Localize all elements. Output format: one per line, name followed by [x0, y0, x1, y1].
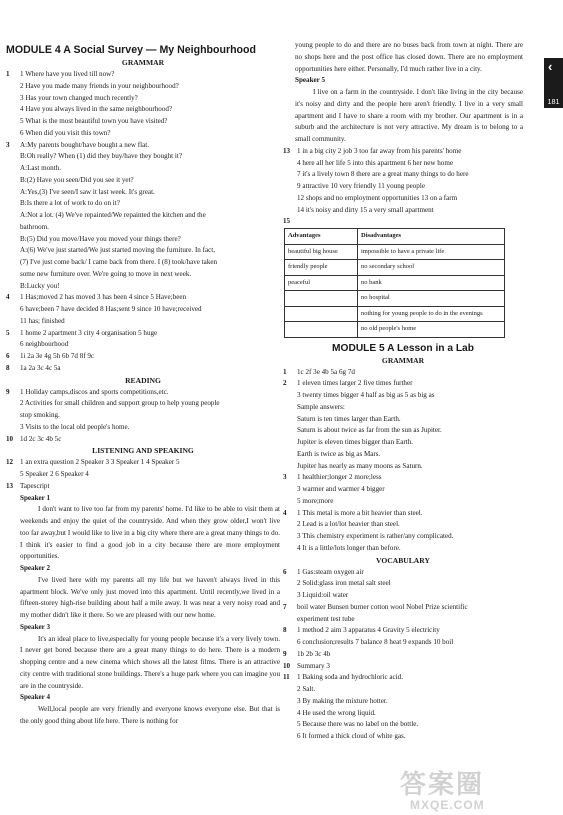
answer-text: Saturn is about twice as far from the sun as Jupiter.: [297, 426, 442, 435]
question-number: 4: [283, 508, 287, 517]
question-number: 4: [6, 293, 10, 302]
question-number: 1: [6, 70, 10, 78]
answer-line: [6, 269, 280, 281]
answer-line: [283, 567, 523, 579]
speaker-text: I don't want to live too far from my parents' home. I'd like to be able to visit them at weekends and enjoy the quiet of the countryside. And when they grow older,I won't live too far away,but I would like to live in a big city where there are a great many things to do. I think it's easier to find a good job in a city because there are more employment opportunities.: [20, 505, 280, 561]
answer-text: 1 method 2 aim 3 apparatus 4 Gravity 5 electricity: [297, 626, 440, 635]
answer-line: [6, 128, 280, 140]
answer-text: 1 in a big city 2 job 3 too far away from his parents' home: [297, 146, 462, 155]
answer-text: 6 When did you visit this town?: [20, 128, 111, 137]
answer-text: 6 neighbourhood: [20, 340, 69, 349]
answer-text: A:My parents bought/have bought a new flat.: [20, 140, 150, 149]
answer-line: [283, 449, 523, 461]
answer-line: [6, 304, 280, 316]
disadvantage-cell: no bank: [358, 275, 505, 291]
answer-line: [6, 339, 280, 351]
answer-text: 2 Lead is a lot/lot heavier than steel.: [297, 520, 400, 529]
answer-line: [283, 437, 523, 449]
answer-line: [283, 519, 523, 531]
answer-line: [283, 158, 523, 170]
answer-text: some new furniture over. We're going to move in next week.: [20, 269, 192, 278]
answer-text: 5 Because there was no label on the bottle.: [297, 720, 419, 729]
answer-line: [6, 104, 280, 116]
answer-text: 1i 2a 3e 4g 5h 6b 7d 8f 9c: [20, 352, 95, 360]
answer-line: [283, 661, 523, 673]
disadvantage-cell: nothing for young people to do in the evenings: [358, 306, 505, 322]
module5-grammar-heading: GRAMMAR: [381, 355, 425, 365]
watermark-line2: MXQE.COM: [410, 798, 485, 812]
speaker-text: Well,local people are very friendly and everyone knows everyone else. But that is the only good thing about life here. There is nothing for: [20, 705, 280, 725]
vocabulary-answers: [283, 567, 523, 743]
answer-text: A:(6) We've just started/We just started moving the furniture. In fact,: [20, 246, 216, 255]
answer-text: bathroom.: [20, 222, 49, 231]
question-number: 13: [283, 146, 291, 155]
answer-line: [283, 402, 523, 414]
module5-grammar-answers: [283, 367, 523, 555]
answer-line: [6, 222, 280, 234]
question-number: 10: [283, 661, 291, 670]
q13-answers: [283, 146, 523, 217]
listening-heading: LISTENING AND SPEAKING: [92, 446, 194, 456]
answer-line: [283, 472, 523, 484]
answer-line: [6, 234, 280, 246]
advantage-cell: [285, 306, 358, 322]
answer-line: [6, 422, 280, 434]
answer-line: [6, 245, 280, 257]
answer-text: (7) I've just come back/ I came back from there. I (8) took/have taken: [20, 258, 218, 266]
answer-text: 2 Solid:glass iron metal salt steel: [297, 579, 391, 588]
answer-line: [6, 434, 280, 446]
question-number: 6: [6, 352, 10, 360]
answer-line: [283, 414, 523, 426]
answer-text: Earth is twice as big as Mars.: [297, 449, 381, 458]
answer-text: B:Lucky you!: [20, 281, 60, 290]
answer-text: 1 an extra question 2 Speaker 3 3 Speaker 1 4 Speaker 5: [20, 458, 180, 467]
answer-text: 3 By making the mixture hotter.: [297, 696, 388, 705]
question-number: 2: [283, 379, 287, 388]
answer-text: 3 warmer and warmer 4 bigger: [297, 485, 385, 493]
answer-text: 9 attractive 10 very friendly 11 young people: [297, 182, 425, 190]
watermark-line1: 答案圈: [400, 769, 485, 799]
answer-line: [6, 281, 280, 293]
reading-answers: [6, 387, 280, 446]
left-column: [6, 44, 280, 728]
answer-line: [283, 672, 523, 684]
answer-text: 2 Activities for small children and support group to help young people: [20, 399, 220, 408]
answer-text: 1 Holiday camps,discos and sports competitions,etc.: [20, 387, 169, 396]
answer-line: [283, 181, 523, 193]
right-column: [283, 40, 523, 743]
answer-line: [283, 425, 523, 437]
answer-text: A:Yes,(3) I've seen/I saw it last week. It's great.: [20, 187, 155, 196]
answer-text: 5 Speaker 2 6 Speaker 4: [20, 470, 89, 478]
answer-line: [6, 351, 280, 363]
grammar-answers: [6, 69, 280, 375]
answer-text: B:(2) Have you seen/Did you see it yet?: [20, 175, 134, 184]
answer-line: [283, 602, 523, 614]
answer-line: [6, 292, 280, 304]
answer-line: [283, 461, 523, 473]
answer-line: [283, 378, 523, 390]
answer-text: A:Last month.: [20, 164, 61, 172]
answer-line: [6, 257, 280, 269]
answer-text: 3 twenty times bigger 4 half as big as 5 as big as: [297, 391, 435, 399]
answer-text: 1 healthier;longer 2 more;less: [297, 473, 382, 482]
answer-text: A:Not a lot. (4) We've repainted/We repainted the kitchen and the: [20, 211, 206, 219]
answer-line: [6, 410, 280, 422]
answer-line: [6, 469, 280, 481]
tapescript: [6, 493, 280, 728]
answer-line: [283, 625, 523, 637]
answer-line: [6, 457, 280, 469]
page-tab: [544, 58, 563, 108]
question-number: 7: [283, 602, 287, 611]
answer-text: B:Oh really? When (1) did they buy/have they bought it?: [20, 152, 182, 161]
answer-line: [6, 328, 280, 340]
answer-line: [6, 175, 280, 187]
question-number: 12: [6, 458, 14, 467]
question-number: 11: [283, 673, 290, 682]
table-header-disadvantages: Disadvantages: [358, 229, 505, 245]
advantage-cell: peaceful: [285, 275, 358, 291]
answer-line: [283, 649, 523, 661]
answer-text: 4 here all her life 5 into this apartment 6 her new home: [297, 158, 454, 167]
answer-text: 1 home 2 apartment 3 city 4 organisation 5 huge: [20, 328, 158, 337]
answer-text: 1a 2a 3c 4c 5a: [20, 363, 61, 372]
speaker-label: Speaker 2: [20, 564, 51, 572]
answer-text: stop smoking.: [20, 411, 60, 419]
disadvantage-cell: impossible to have a private life: [358, 244, 505, 260]
answer-text: 3 Has your town changed much recently?: [20, 93, 138, 102]
question-number: 13: [6, 481, 14, 490]
table-row: [285, 275, 505, 291]
answer-text: 5 What is the most beautiful town you have visited?: [20, 117, 168, 125]
chevron-left-icon: ‹: [548, 59, 553, 74]
question-number: 8: [283, 626, 287, 635]
question-number: 1: [283, 367, 287, 376]
table-row: [285, 260, 505, 276]
answer-text: 6 It formed a thick cloud of white gas.: [297, 732, 406, 740]
answer-text: Summary 3: [297, 661, 330, 670]
vocabulary-heading: VOCABULARY: [375, 555, 430, 565]
answer-text: 1b 2b 3c 4b: [297, 649, 331, 658]
answer-text: 11 has; finished: [20, 316, 65, 325]
answer-line: [283, 496, 523, 508]
speaker-label: Speaker 4: [20, 693, 51, 702]
answer-line: [283, 205, 523, 217]
answer-text: 14 it's noisy and dirty 15 a very small apartment: [297, 205, 434, 214]
answer-text: 12 shops and no employment opportunities 13 on a farm: [297, 193, 458, 202]
speaker-text: I've lived here with my parents all my life but we haven't always lived in this apartment block. We've only just moved into this apartment. Until recently,we lived in a fifteen-storey high-rise building about half a mile away. It was near a very noisy road and my mother didn't like it there. So we are pleased with our new home.: [20, 575, 280, 619]
answer-line: [283, 637, 523, 649]
table-row: [285, 306, 505, 322]
question-number: 3: [6, 140, 10, 149]
answer-text: 4 Have you always lived in the same neighbourhood?: [20, 105, 173, 114]
advantage-cell: friendly people: [285, 260, 358, 276]
q15-number: 15: [283, 217, 291, 226]
reading-heading: READING: [125, 375, 161, 385]
answer-line: [6, 140, 280, 152]
question-number: 5: [6, 328, 10, 337]
answer-line: [6, 163, 280, 175]
answer-line: [283, 578, 523, 590]
answer-text: 1d 2c 3c 4b 5c: [20, 434, 62, 443]
answer-text: B:(5) Did you move/Have you moved your things there?: [20, 234, 181, 243]
answer-text: boil water Bunsen burner cotton wool Nobel Prize scientific: [297, 602, 468, 611]
answer-text: 7 it's a lively town 8 there are a great many things to do here: [297, 170, 469, 179]
answer-text: Sample answers:: [297, 402, 345, 411]
answer-line: [283, 169, 523, 181]
answer-line: [283, 146, 523, 158]
answer-line: [6, 116, 280, 128]
answer-text: 3 This chemistry experiment is rather/any complicated.: [297, 532, 454, 540]
advantage-cell: [285, 291, 358, 307]
answer-line: [283, 708, 523, 720]
answer-text: Tapescript: [20, 481, 50, 490]
advantage-cell: beautiful big house: [285, 244, 358, 260]
answer-line: [283, 684, 523, 696]
question-number: 9: [6, 387, 10, 396]
speaker5-text: I live on a farm in the countryside. I don't like living in the city because it's noisy and dirty and the people here aren't friendly. I live in a very small apartment and I have to share a room with my brother. Our apartment is in a suburb and the architecture is not very attractive. My dream is to belong to a small community.: [295, 88, 523, 143]
answer-text: Jupiter is eleven times bigger than Earth.: [297, 438, 414, 446]
answer-line: [283, 367, 523, 379]
answer-line: [6, 363, 280, 375]
answer-line: [6, 187, 280, 199]
answer-text: 1 Where have you lived till now?: [20, 70, 115, 78]
answer-line: [283, 390, 523, 402]
answer-text: 3 Visits to the local old people's home.: [20, 422, 130, 431]
listening-answers: [6, 457, 280, 492]
answer-line: [283, 508, 523, 520]
answer-line: [283, 193, 523, 205]
answer-line: [6, 93, 280, 105]
answer-text: 2 Salt.: [297, 685, 316, 693]
speaker5-label: Speaker 5: [295, 76, 326, 85]
answer-line: [283, 696, 523, 708]
answer-text: Jupiter has nearly as many moons as Saturn.: [297, 461, 423, 470]
question-number: 10: [6, 434, 14, 443]
table-header-advantages: Advantages: [285, 229, 358, 245]
answer-line: [6, 387, 280, 399]
answer-line: [6, 198, 280, 210]
module4-title: MODULE 4 A Social Survey — My Neighbourhood: [6, 44, 256, 56]
question-number: 3: [283, 473, 287, 482]
answer-text: 1 This metal is more a bit heavier than steel.: [297, 508, 423, 517]
answer-text: Saturn is ten times larger than Earth.: [297, 414, 401, 423]
speaker-text: It's an ideal place to live,especially for young people because it's a very lively town. I never get bored because there are a great many things to do here. There is a modern shopping centre and a new cinema which shows all the latest films. There is an attractive city centre with traditional stone buildings. There's a huge park where you can imagine you are in the countryside.: [20, 634, 280, 690]
speaker4-continued: young people to do and there are no buses back from town at night. There are no shops here and the post office has closed down. There are no employment opportunities here either. Personally, I'd much rather live in a city.: [295, 41, 523, 73]
answer-text: 5 more;more: [297, 496, 334, 505]
answer-line: [6, 151, 280, 163]
table-row: [285, 244, 505, 260]
answer-text: B:Is there a lot of work to do on it?: [20, 199, 120, 208]
answer-line: [283, 731, 523, 743]
question-number: 6: [283, 567, 287, 576]
answer-line: [6, 81, 280, 93]
answer-text: 6 have;been 7 have decided 8 Has;sent 9 since 10 have;received: [20, 305, 202, 313]
answer-text: 4 It is a little/lots longer than before.: [297, 543, 401, 552]
answer-line: [283, 614, 523, 626]
answer-line: [6, 481, 280, 493]
answer-line: [6, 69, 280, 81]
module5-title: MODULE 5 A Lesson in a Lab: [332, 342, 474, 354]
watermark-logo: [400, 770, 485, 812]
speaker-label: Speaker 1: [20, 493, 51, 502]
answer-text: 4 He used the wrong liquid.: [297, 708, 376, 717]
speaker-label: Speaker 3: [20, 622, 51, 631]
answer-line: [6, 316, 280, 328]
advantages-table: [284, 228, 505, 338]
answer-text: 2 Have you made many friends in your neighbourhood?: [20, 81, 179, 90]
page-number: 181: [547, 97, 560, 106]
answer-text: 1 eleven times larger 2 five times further: [297, 379, 413, 388]
table-row: [285, 291, 505, 307]
answer-text: 3 Liquid:oil water: [297, 591, 349, 599]
question-number: 9: [283, 649, 287, 658]
table-row: [285, 322, 505, 338]
answer-line: [283, 590, 523, 602]
disadvantage-cell: no hospital: [358, 291, 505, 307]
answer-line: [6, 210, 280, 222]
answer-text: 1 Baking soda and hydrochloric acid.: [297, 673, 403, 682]
advantage-cell: [285, 322, 358, 338]
answer-text: 1 Gas:steam oxygen air: [297, 567, 364, 576]
disadvantage-cell: no old people's home: [358, 322, 505, 338]
answer-text: 6 conclusion;results 7 balance 8 heat 9 expands 10 boil: [297, 638, 454, 646]
answer-line: [283, 484, 523, 496]
answer-text: 1c 2f 3e 4b 5a 6g 7d: [297, 367, 355, 376]
answer-line: [283, 719, 523, 731]
answer-text: experiment test tube: [297, 614, 355, 623]
answer-text: 1 Has;moved 2 has moved 3 has been 4 since 5 Have;been: [20, 293, 187, 302]
answer-line: [283, 531, 523, 543]
grammar-heading: GRAMMAR: [121, 58, 165, 67]
answer-line: [6, 398, 280, 410]
disadvantage-cell: no secondary school: [358, 260, 505, 276]
answer-line: [283, 543, 523, 555]
question-number: 8: [6, 363, 10, 372]
